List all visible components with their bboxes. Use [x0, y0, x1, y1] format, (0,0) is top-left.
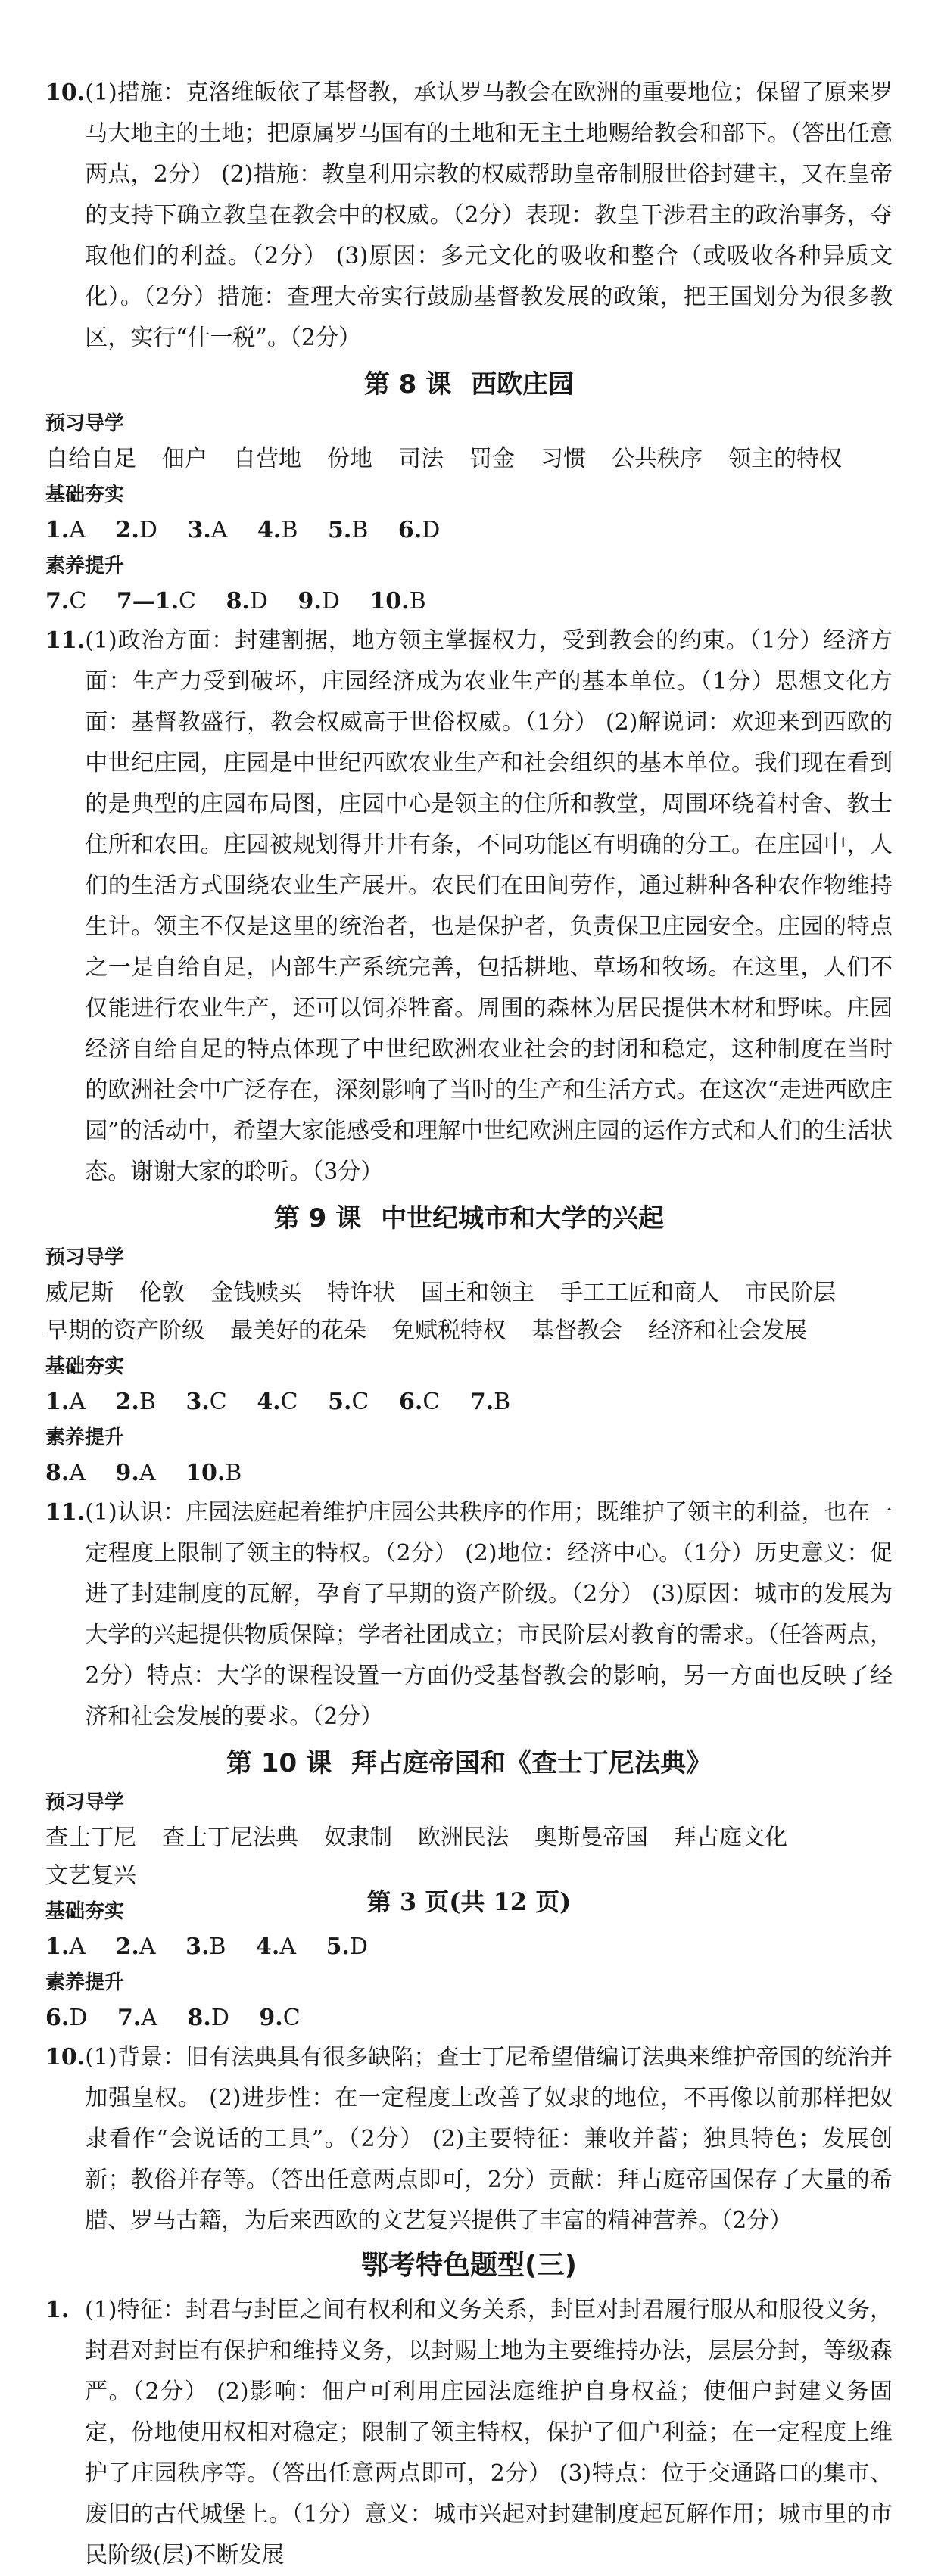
- term: 手工工匠和商人: [560, 1280, 719, 1306]
- term: 文艺复兴: [45, 1862, 136, 1889]
- question-10-continued: [45, 73, 893, 359]
- lesson-number: 第 10 课: [226, 1748, 332, 1778]
- answer-number: 2.: [115, 517, 139, 543]
- answer-value: B: [494, 1389, 511, 1415]
- answer-number: 7.: [117, 2005, 142, 2031]
- answer-number: 10.: [369, 588, 410, 614]
- term: 特许状: [327, 1280, 395, 1306]
- term: 金钱赎买: [210, 1280, 301, 1306]
- answer-value: B: [139, 1389, 156, 1415]
- term: 公共秩序: [612, 446, 703, 472]
- answer-value: D: [249, 588, 268, 614]
- answer-value: C: [351, 1389, 369, 1415]
- answer-number: 8.: [45, 1460, 70, 1486]
- special-question-section: [45, 2242, 893, 2576]
- answer-number: 5.: [326, 1934, 350, 1960]
- answer-number: 10.: [185, 1460, 226, 1486]
- lesson-9-section: [45, 1196, 893, 1738]
- answer-number: 1.: [45, 1934, 70, 1960]
- answer-number: 6.: [399, 1389, 423, 1415]
- answer-value: D: [321, 588, 340, 614]
- term: 国王和领主: [421, 1280, 534, 1306]
- term: 免赋税特权: [392, 1318, 506, 1344]
- answer-value: A: [69, 1934, 86, 1960]
- improve-answers: [45, 1454, 893, 1492]
- lesson-title: [45, 1196, 893, 1241]
- answer-number: 9.: [298, 588, 322, 614]
- improve-answers: [45, 583, 893, 621]
- term: 份地: [327, 446, 372, 472]
- term: 奥斯曼帝国: [534, 1825, 648, 1851]
- term: 经济和社会发展: [648, 1318, 807, 1344]
- answer-value: D: [210, 2005, 229, 2031]
- question-number: 11.: [45, 627, 86, 654]
- answer-number: 8.: [187, 2005, 211, 2031]
- answer-value: C: [422, 1389, 441, 1415]
- term: 早期的资产阶级: [45, 1318, 204, 1344]
- section-label-improve: 素养提升: [45, 1426, 125, 1449]
- section-label-basic: 基础夯实: [45, 1900, 125, 1923]
- answer-number: 4.: [256, 1934, 280, 1960]
- term: 最美好的花朵: [230, 1318, 366, 1344]
- answer-value: A: [210, 517, 228, 543]
- improve-answers: [45, 1999, 893, 2037]
- answer-number: 6.: [397, 517, 422, 543]
- section-label-basic: 基础夯实: [45, 1355, 125, 1378]
- term: 市民阶层: [745, 1280, 836, 1306]
- answer-value: B: [225, 1460, 242, 1486]
- answer-value: A: [139, 1460, 156, 1486]
- answer-value: D: [139, 517, 157, 543]
- section-title: 鄂考特色题型(三): [361, 2250, 577, 2281]
- lesson-number: 第 9 课: [273, 1203, 362, 1234]
- question-answer-text: (1)认识：庄园法庭起着维护庄园公共秩序的作用；既维护了领主的利益，也在一定程度上限制了领主的特权。（2分） (2)地位：经济中心。（1分）历史意义：促进了封建制度的瓦解，孕育了早期的资产阶级。（2分） (3)原因：城市的发展为大学的兴起提供物质保障；学者社团成立；市民阶层对教育的需求。（任答两点，2分）特点：大学的课程设置一方面仍受基督教会的影响，另一方面也反映了经济和社会发展的要求。（2分）: [85, 1499, 893, 1730]
- answer-value: D: [422, 517, 441, 543]
- answer-value: C: [209, 1389, 227, 1415]
- answer-number: 3.: [187, 517, 211, 543]
- answer-value: C: [282, 2005, 301, 2031]
- lesson-title: [45, 362, 893, 407]
- preview-terms: [45, 440, 893, 478]
- answer-number: 2.: [115, 1389, 139, 1415]
- question-answer-text: (1)措施：克洛维皈依了基督教，承认罗马教会在欧洲的重要地位；保留了原来罗马大地主的土地；把原属罗马国有的土地和无主土地赐给教会和部下。（答出任意两点，2分） (2)措施：教皇利用宗教的权威帮助皇帝制服世俗封建主，又在皇帝的支持下确立教皇在教会中的权威。（2分）表现：教皇干涉君主的政治事务，夺取他们的利益。（2分） (3)原因：多元文化的吸收和整合（或吸收各种异质文化）。（2分）措施：查理大帝实行鼓励基督教发展的政策，把王国划分为很多教区，实行“什一税”。（2分）: [85, 79, 893, 351]
- answer-value: B: [351, 517, 369, 543]
- answer-number: 7.: [469, 1389, 494, 1415]
- answer-number: 3.: [185, 1934, 210, 1960]
- answer-value: A: [69, 1389, 86, 1415]
- answer-value: B: [209, 1934, 226, 1960]
- term: 司法: [398, 446, 444, 472]
- answer-value: A: [279, 1934, 297, 1960]
- question-number: 10.: [45, 2044, 86, 2070]
- section-label-improve: 素养提升: [45, 555, 125, 577]
- term: 佃户: [162, 446, 207, 472]
- term: 习惯: [541, 446, 586, 472]
- answer-number: 9.: [115, 1460, 139, 1486]
- answer-number: 5.: [328, 1389, 352, 1415]
- term: 威尼斯: [45, 1280, 114, 1306]
- lesson-number: 第 8 课: [363, 369, 452, 400]
- term: 查士丁尼法典: [162, 1825, 298, 1851]
- lesson-name: 中世纪城市和大学的兴起: [381, 1203, 665, 1234]
- lesson-name: 拜占庭帝国和《查士丁尼法典》: [351, 1748, 712, 1778]
- answer-number: 9.: [259, 2005, 283, 2031]
- lesson-8-section: [45, 362, 893, 1193]
- answer-value: B: [409, 588, 426, 614]
- term: 基督教会: [531, 1318, 622, 1344]
- lesson-name: 西欧庄园: [471, 369, 575, 400]
- answer-value: C: [280, 1389, 298, 1415]
- section-label-basic: 基础夯实: [45, 484, 125, 506]
- answer-value: A: [69, 517, 86, 543]
- answer-value: A: [69, 1460, 86, 1486]
- answer-value: A: [139, 1934, 156, 1960]
- answer-number: 5.: [327, 517, 352, 543]
- answer-value: A: [141, 2005, 157, 2031]
- answer-number: 4.: [257, 517, 282, 543]
- answer-value: D: [69, 2005, 88, 2031]
- term: 查士丁尼: [45, 1825, 136, 1851]
- basic-answers: [45, 1383, 893, 1421]
- basic-answers: [45, 1928, 893, 1966]
- term: 罚金: [469, 446, 515, 472]
- answer-number: 2.: [115, 1934, 139, 1960]
- answer-value: D: [349, 1934, 368, 1960]
- basic-answers: [45, 512, 893, 549]
- question-answer-text: (1)特征：封君与封臣之间有权利和义务关系，封臣对封君履行服从和服役义务，封君对封臣有保护和维持义务，以封赐土地为主要维持办法，层层分封，等级森严。（2分） (2)影响：佃户可利用庄园法庭维护自身权益；使佃户封建义务固定，份地使用权相对稳定；限制了领主特权，保护了佃户利益；在一定程度上维护了庄园秩序等。（答出任意两点即可，2分） (3)特点：位于交通路口的集市、废旧的古代城堡上。（1分）意义：城市兴起对封建制度起瓦解作用；城市里的市民阶级(层)不断发展: [85, 2297, 893, 2568]
- answer-value: C: [179, 588, 197, 614]
- question-number: 10.: [45, 79, 86, 106]
- term: 奴隶制: [324, 1825, 392, 1851]
- preview-terms-line-2: [45, 1312, 893, 1350]
- term: 伦敦: [139, 1280, 185, 1306]
- term: 自给自足: [45, 446, 136, 472]
- section-label-preview: 预习导学: [45, 1791, 125, 1814]
- section-label-improve: 素养提升: [45, 1971, 125, 1994]
- term: 欧洲民法: [418, 1825, 509, 1851]
- term: 领主的特权: [728, 446, 842, 472]
- answer-number: 4.: [257, 1389, 281, 1415]
- answer-number: 1.: [45, 517, 70, 543]
- question-number: 1.: [45, 2297, 70, 2323]
- answer-number: 1.: [45, 1389, 70, 1415]
- term: 拜占庭文化: [674, 1825, 787, 1851]
- question-10: [45, 2037, 893, 2242]
- answer-number: 7—1.: [116, 588, 179, 614]
- preview-terms-line-1: [45, 1274, 893, 1312]
- question-answer-text: (1)背景：旧有法典具有很多缺陷；查士丁尼希望借编订法典来维护帝国的统治并加强皇权。 (2)进步性：在一定程度上改善了奴隶的地位，不再像以前那样把奴隶看作“会说话的工具”。（2分） (2)主要特征：兼收并蓄；独具特色；发展创新；教俗并存等。（答出任意两点即可，2分）贡献：拜占庭帝国保存了大量的希腊、罗马古籍，为后来西欧的文艺复兴提供了丰富的精神营养。（2分）: [85, 2044, 893, 2234]
- answer-value: C: [69, 588, 87, 614]
- section-label-preview: 预习导学: [45, 1246, 125, 1269]
- section-label-preview: 预习导学: [45, 412, 125, 435]
- question-1: [45, 2290, 893, 2576]
- question-answer-text: (1)政治方面：封建割据，地方领主掌握权力，受到教会的约束。（1分）经济方面：生产力受到破坏，庄园经济成为农业生产的基本单位。（1分）思想文化方面：基督教盛行，教会权威高于世俗权威。（1分） (2)解说词：欢迎来到西欧的中世纪庄园，庄园是中世纪西欧农业生产和社会组织的基本单位。我们现在看到的是典型的庄园布局图，庄园中心是领主的住所和教堂，周围环绕着村舍、教士住所和农田。庄园被规划得井井有条，不同功能区有明确的分工。在庄园中，人们的生活方式围绕农业生产展开。农民们在田间劳作，通过耕种各种农作物维持生计。领主不仅是这里的统治者，也是保护者，负责保卫庄园安全。庄园的特点之一是自给自足，内部生产系统完善，包括耕地、草场和牧场。在这里，人们不仅能进行农业生产，还可以饲养牲畜。周围的森林为居民提供木材和野味。庄园经济自给自足的特点体现了中世纪欧洲农业社会的封闭和稳定，这种制度在当时的欧洲社会中广泛存在，深刻影响了当时的生产和生活方式。在这次“走进西欧庄园”的活动中，希望大家能感受和理解中世纪欧洲庄园的运作方式和人们的生活状态。谢谢大家的聆听。（3分）: [85, 627, 893, 1185]
- question-number: 11.: [45, 1499, 86, 1526]
- lesson-10-section: [45, 1741, 893, 2242]
- answer-number: 6.: [45, 2005, 70, 2031]
- question-11: [45, 621, 893, 1193]
- lesson-title: [45, 1741, 893, 1786]
- answer-number: 3.: [185, 1389, 210, 1415]
- answer-value: B: [281, 517, 298, 543]
- answer-number: 7.: [45, 588, 70, 614]
- question-11: [45, 1492, 893, 1738]
- answer-number: 8.: [226, 588, 250, 614]
- term: 自营地: [233, 446, 301, 472]
- page-footer: 第 3 页(共 12 页): [366, 1887, 572, 1916]
